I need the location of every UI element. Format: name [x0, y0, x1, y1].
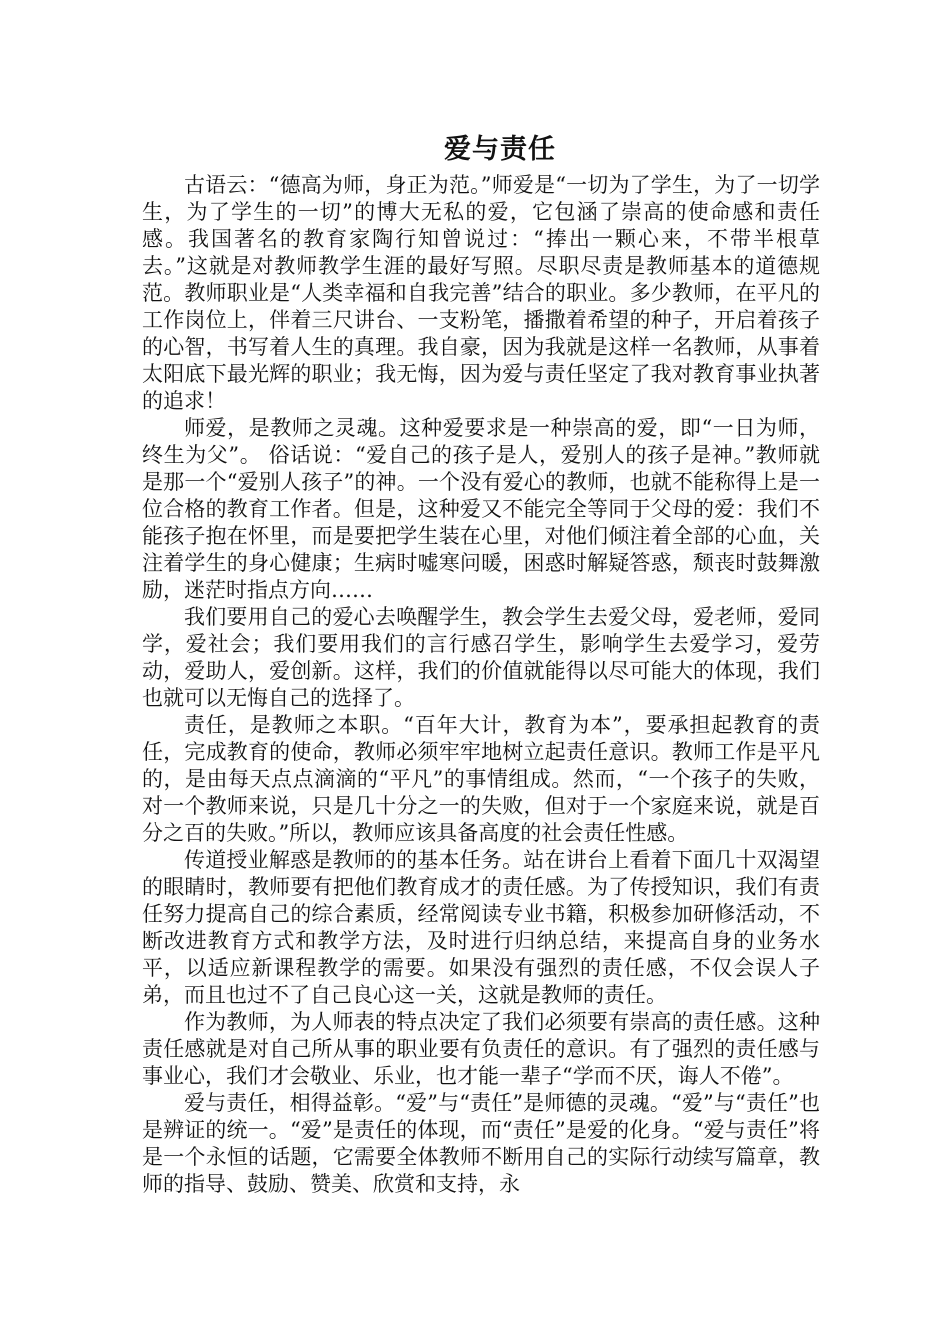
paragraph-2: 师爱，是教师之灵魂。这种爱要求是一种崇高的爱，即“一日为师，终生为父”。 俗话说：“爱自己的孩子是人，爱别人的孩子是神。”教师就是那一个“爱别人孩子”的神。一个没有爱心的教师，也就不能称得上是一位合格的教育工作者。但是，这种爱又不能完全等同于父母的爱：我们不能孩子抱在怀里，而是要把学生装在心里，对他们倾注着全部的心血，关注着学生的身心健康；生病时嘘寒问暖，困惑时解疑答惑，颓丧时鼓舞激励，迷茫时指点方向…… — [142, 416, 820, 602]
paragraph-3: 我们要用自己的爱心去唤醒学生，教会学生去爱父母，爱老师，爱同学，爱社会；我们要用我们的言行感召学生，影响学生去爱学习，爱劳动，爱助人，爱创新。这样，我们的价值就能得以尽可能大的体现，我们也就可以无悔自己的选择了。 — [142, 605, 820, 710]
paragraph-6: 作为教师，为人师表的特点决定了我们必须要有崇高的责任感。这种责任感就是对自己所从事的职业要有负责任的意识。有了强烈的责任感与事业心，我们才会敬业、乐业，也才能一辈子“学而不厌，诲人不倦”。 — [142, 1010, 820, 1088]
paragraph-5: 传道授业解惑是教师的的基本任务。站在讲台上看着下面几十双渴望的眼睛时，教师要有把他们教育成才的责任感。为了传授知识，我们有责任努力提高自己的综合素质，经常阅读专业书籍，积极参加研修活动，不断改进教育方式和教学方法，及时进行归纳总结，来提高自身的业务水平，以适应新课程教学的需要。如果没有强烈的责任感，不仅会误人子弟，而且也过不了自己良心这一关，这就是教师的责任。 — [142, 848, 820, 1007]
paragraph-4: 责任，是教师之本职。“百年大计，教育为本”，要承担起教育的责任，完成教育的使命，教师必须牢牢地树立起责任意识。教师工作是平凡的，是由每天点点滴滴的“平凡”的事情组成。然而，“一个孩子的失败，对一个教师来说，只是几十分之一的失败，但对于一个家庭来说，就是百分之百的失败。”所以，教师应该具备高度的社会责任性感。 — [142, 713, 820, 845]
document-title: 爱与责任 — [444, 134, 556, 165]
document-page — [142, 132, 820, 1198]
paragraph-1: 古语云：“德高为师，身正为范。”师爱是“一切为了学生，为了一切学生，为了学生的一切”的博大无私的爱，它包涵了崇高的使命感和责任感。我国著名的教育家陶行知曾说过：“捧出一颗心来，不带半根草去。”这就是对教师教学生涯的最好写照。尽职尽责是教师基本的道德规范。教师职业是“人类幸福和自我完善”结合的职业。多少教师，在平凡的工作岗位上，伴着三尺讲台、一支粉笔，播撒着希望的种子，开启着孩子的心智，书写着人生的真理。我自豪，因为我就是这样一名教师，从事着太阳底下最光辉的职业；我无悔，因为爱与责任坚定了我对教育事业执著的追求！ — [142, 173, 820, 413]
paragraph-7: 爱与责任，相得益彰。“爱”与“责任”是师德的灵魂。“爱”与“责任”也是辨证的统一。“爱”是责任的体现，而“责任”是爱的化身。“爱与责任”将是一个永恒的话题，它需要全体教师不断用自己的实际行动续写篇章，教师的指导、鼓励、赞美、欣赏和支持，永 — [142, 1091, 820, 1196]
